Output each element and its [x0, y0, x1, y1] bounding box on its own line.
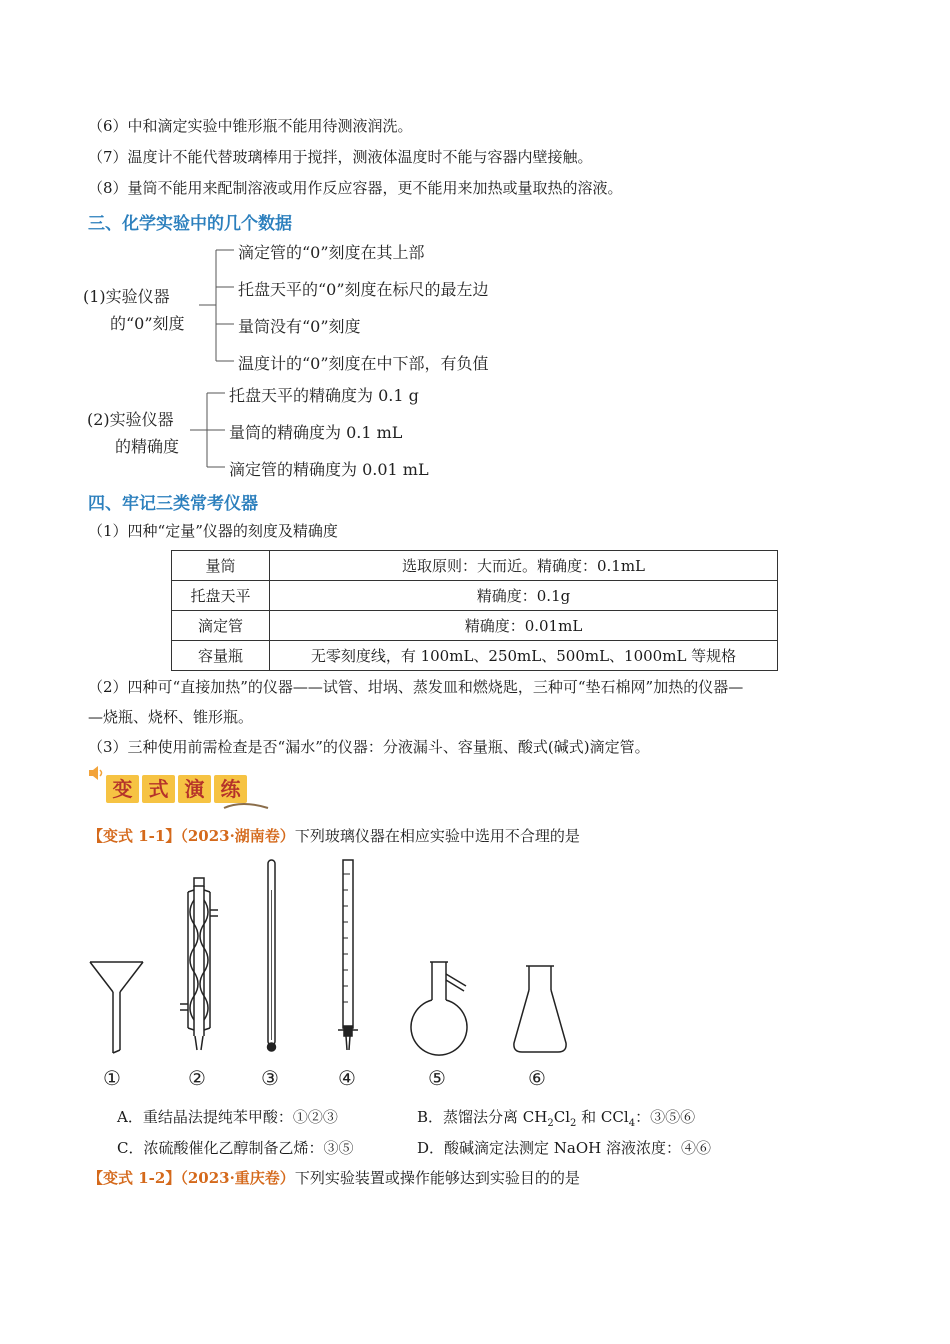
section4-p1: （1）四种“定量”仪器的刻度及精确度 — [88, 522, 338, 540]
group1-item: 温度计的“0”刻度在中下部，有负值 — [238, 354, 489, 373]
q2-tag: 【变式 1-2】 — [88, 1169, 181, 1187]
section4-p2-line2: —烧瓶、烧杯、锥形瓶。 — [88, 708, 254, 726]
rule-8: （8）量筒不能用来配制溶液或用作反应容器，更不能用来加热或量取热的溶液。 — [88, 179, 623, 197]
distilling-flask-icon — [411, 962, 467, 1055]
option-b[interactable]: B．蒸馏法分离 $CH_2Cl_2$ 和 CCl$_4$：③⑤⑥ — [417, 1108, 696, 1129]
apparatus-label: ⑥ — [528, 1066, 546, 1090]
group2-label-1: (2)实验仪器 — [87, 410, 174, 429]
option-d[interactable]: D．酸碱滴定法测定 NaOH 溶液浓度：④⑥ — [417, 1139, 712, 1157]
section4-title: 四、牢记三类常考仪器 — [88, 494, 258, 514]
apparatus-label: ④ — [338, 1066, 356, 1090]
option-c[interactable]: C．浓硫酸催化乙醇制备乙烯：③⑤ — [117, 1139, 354, 1157]
group1-label-2: 的“0”刻度 — [110, 314, 185, 333]
rule-6: （6）中和滴定实验中锥形瓶不能用待测液润洗。 — [88, 117, 413, 135]
erlenmeyer-flask-icon — [514, 966, 566, 1052]
practice-banner: 变 式 演 练 — [106, 775, 250, 803]
option-a[interactable]: A．重结晶法提纯苯甲酸：①②③ — [117, 1108, 338, 1126]
table-row: 量筒 选取原则：大而近。精确度：0.1mL — [172, 551, 778, 581]
q1-stem-line — [88, 826, 580, 846]
funnel-icon — [90, 962, 143, 1053]
group2-label-2: 的精确度 — [115, 437, 180, 456]
q2-stem-line — [88, 1168, 580, 1188]
group1-item: 滴定管的“0”刻度在其上部 — [238, 243, 425, 262]
rule-7: （7）温度计不能代替玻璃棒用于搅拌，测液体温度时不能与容器内壁接触。 — [88, 148, 593, 166]
burette-icon — [338, 860, 358, 1050]
pencil-icon — [222, 800, 272, 812]
group2-item: 托盘天平的精确度为 0.1 g — [229, 386, 419, 405]
instrument-table — [171, 550, 778, 671]
speaker-icon — [88, 766, 104, 780]
apparatus-label: ⑤ — [428, 1066, 446, 1090]
section4-p3: （3）三种使用前需检查是否“漏水”的仪器：分液漏斗、容量瓶、酸式(碱式)滴定管。 — [88, 738, 650, 756]
q1-source: （2023·湖南卷） — [180, 827, 295, 845]
glassware-figure — [0, 850, 950, 1065]
section3-title: 三、化学实验中的几个数据 — [88, 214, 292, 234]
q1-stem: 下列玻璃仪器在相应实验中选用不合理的是 — [294, 827, 580, 845]
table-row: 容量瓶 无零刻度线，有 100mL、250mL、500mL、1000mL 等规格 — [172, 641, 778, 671]
apparatus-label: ③ — [261, 1066, 279, 1090]
group2-item: 滴定管的精确度为 0.01 mL — [229, 460, 429, 479]
q2-stem: 下列实验装置或操作能够达到实验目的的是 — [294, 1169, 580, 1187]
condenser-icon — [180, 878, 218, 1050]
group1-label-1: (1)实验仪器 — [83, 287, 170, 306]
apparatus-label: ② — [188, 1066, 206, 1090]
table-row: 托盘天平 精确度：0.1g — [172, 581, 778, 611]
apparatus-label: ① — [103, 1066, 121, 1090]
section4-p2-line1: （2）四种可“直接加热”的仪器——试管、坩埚、蒸发皿和燃烧匙，三种可“垫石棉网”加热的仪器— — [88, 678, 744, 696]
table-row: 滴定管 精确度：0.01mL — [172, 611, 778, 641]
group1-item: 量筒没有“0”刻度 — [238, 317, 361, 336]
q1-tag: 【变式 1-1】 — [88, 827, 181, 845]
group2-item: 量筒的精确度为 0.1 mL — [229, 423, 403, 442]
thermometer-icon — [268, 860, 276, 1051]
q2-source: （2023·重庆卷） — [180, 1169, 295, 1187]
group1-item: 托盘天平的“0”刻度在标尺的最左边 — [238, 280, 489, 299]
